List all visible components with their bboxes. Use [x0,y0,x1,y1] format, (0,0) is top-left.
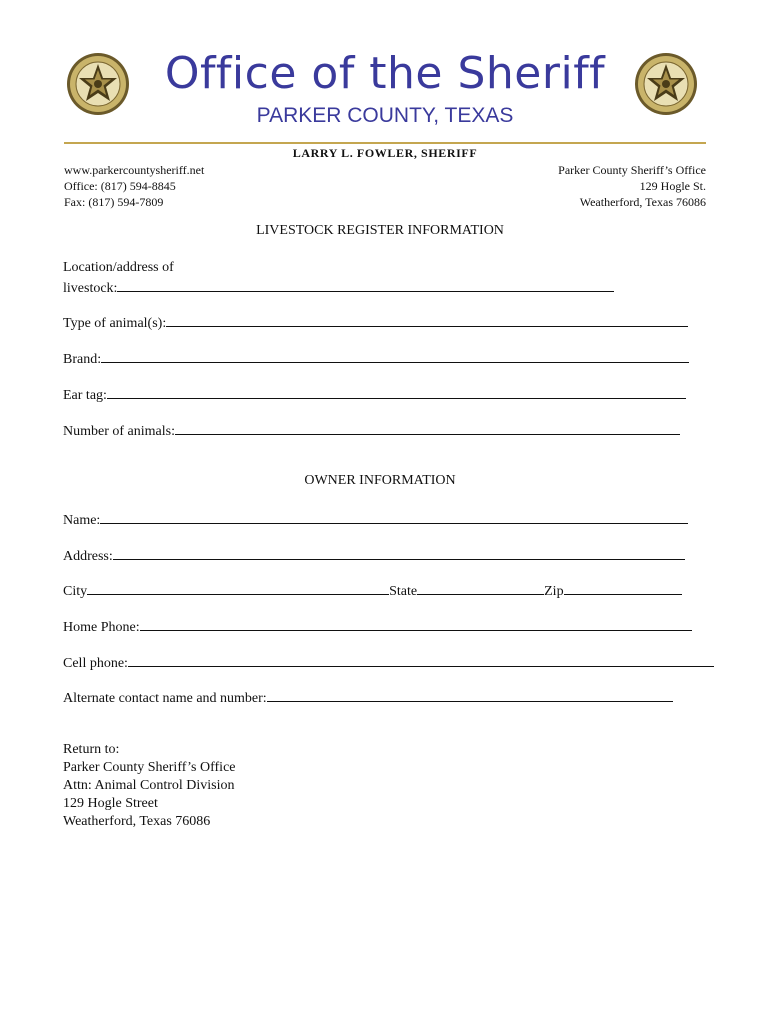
return-city: Weatherford, Texas 76086 [63,814,211,829]
type-field [63,312,688,333]
brand-input-line[interactable] [101,348,689,363]
office-address-street: 129 Hogle St. [639,179,706,193]
return-street: 129 Hogle Street [63,796,158,811]
brand-field [63,348,689,369]
contact-info [64,162,204,210]
office-phone: Office: (817) 594-8845 [64,179,176,193]
ear-tag-field [63,384,686,405]
alternate-contact-label: Alternate contact name and number: [63,691,267,706]
return-attn: Attn: Animal Control Division [63,778,235,793]
location-label-2: livestock: [63,281,118,296]
number-input-line[interactable] [175,420,680,435]
owner-heading: OWNER INFORMATION [304,473,456,488]
location-label-1: Location/address of [63,260,174,275]
address-label: Address: [63,549,113,564]
name-label: Name: [63,513,101,528]
cell-phone-field [63,652,714,673]
header-divider [64,142,706,144]
alternate-contact-field [63,687,673,708]
name-input-line[interactable] [100,509,688,524]
zip-input-line[interactable] [564,580,682,595]
county-subtitle: PARKER COUNTY, TEXAS [256,104,514,127]
zip-label: Zip [544,584,564,599]
return-label: Return to: [63,742,120,757]
number-field [63,420,680,441]
fax-number: Fax: (817) 594-7809 [64,195,164,209]
cell-phone-input-line[interactable] [128,652,714,667]
brand-label: Brand: [63,352,102,367]
office-address-name: Parker County Sheriff’s Office [558,163,706,177]
home-phone-input-line[interactable] [140,616,692,631]
type-input-line[interactable] [166,312,688,327]
location-field [63,259,614,298]
number-label: Number of animals: [63,424,175,439]
website-link[interactable]: www.parkercountysheriff.net [64,163,205,177]
office-address [558,162,706,210]
home-phone-label: Home Phone: [63,620,140,635]
address-input-line[interactable] [113,545,685,560]
state-label: State [389,584,418,599]
sheriff-name: LARRY L. FOWLER, SHERIFF [292,146,478,160]
livestock-heading: LIVESTOCK REGISTER INFORMATION [256,223,504,238]
ear-tag-label: Ear tag: [63,388,107,403]
city-label: City [63,584,88,599]
return-address [63,741,236,831]
type-label: Type of animal(s): [63,316,167,331]
state-input-line[interactable] [417,580,544,595]
city-state-zip-field [63,580,682,601]
cell-phone-label: Cell phone: [63,656,128,671]
city-input-line[interactable] [87,580,389,595]
office-address-city: Weatherford, Texas 76086 [579,195,706,209]
alternate-contact-input-line[interactable] [267,687,673,702]
address-field [63,545,685,566]
home-phone-field [63,616,692,637]
location-input-line[interactable] [117,277,614,292]
name-field [63,509,688,530]
return-office: Parker County Sheriff’s Office [63,760,236,775]
page-title: Office of the Sheriff [164,48,606,99]
ear-tag-input-line[interactable] [107,384,686,399]
